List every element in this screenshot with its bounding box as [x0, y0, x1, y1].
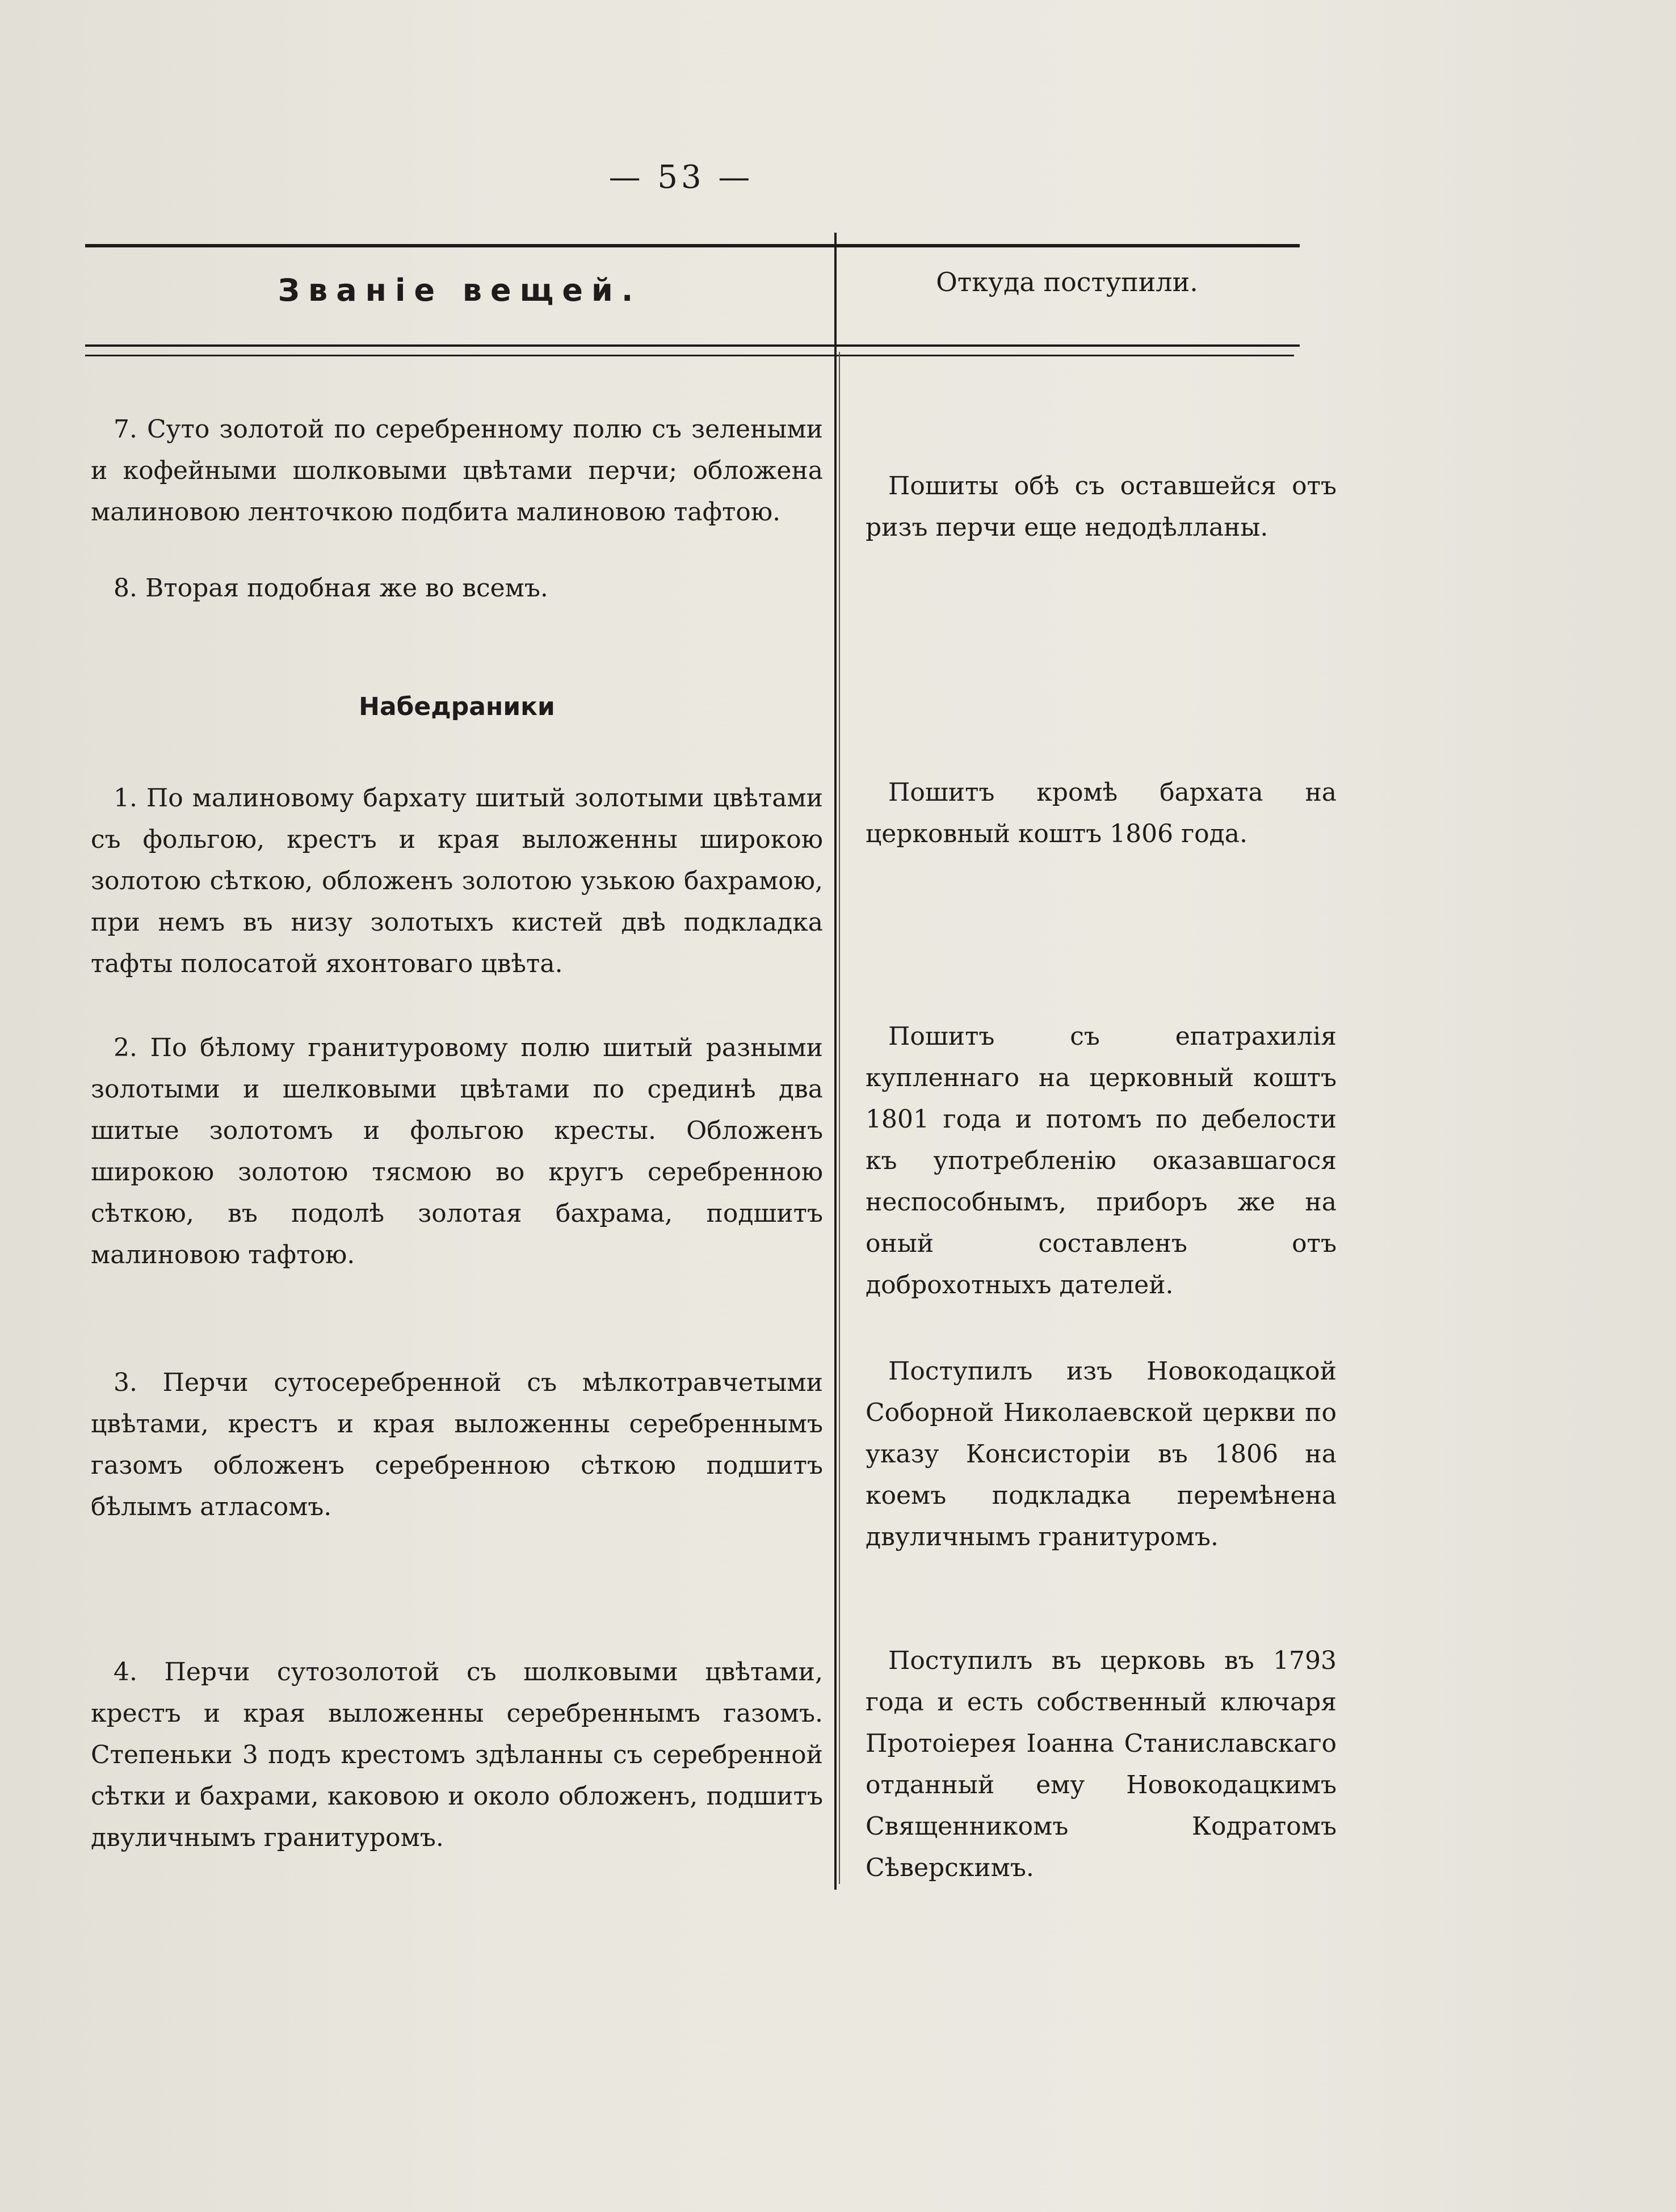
page-number: — 53 —	[608, 159, 754, 196]
column-divider	[834, 233, 837, 1890]
source-entry-7-8: Пошиты обѣ съ оставшейся отъ ризъ перчи еще недодѣлланы.	[866, 472, 1337, 542]
entry-8: 8. Вторая подобная же во всемъ.	[114, 574, 548, 603]
header-bottom-rule	[85, 344, 1300, 347]
header-bottom-rule-second	[85, 355, 1294, 356]
section-item-2: 2. По бѣлому гранитуровому полю шитый разными золотыми и шелковыми цвѣтами по срединѣ два шитые золотомъ и фольгою кресты. Обложенъ широкою золотою тясмою во кругъ серебренною сѣткою, въ подолѣ золотая бахрама, подшитъ малиновою тафтою.	[91, 1033, 823, 1269]
section-item-3: 3. Перчи сутосеребренной съ мѣлкотравчетыми цвѣтами, крестъ и края выложенны серебреннымъ газомъ обложенъ серебренною сѣткою подшитъ бѣлымъ атласомъ.	[91, 1368, 823, 1521]
section-heading: Набедраники	[359, 692, 555, 721]
column-divider-shadow	[839, 352, 840, 1884]
header-top-rule	[85, 244, 1300, 247]
entry-7: 7. Суто золотой по серебренному полю съ зелеными и кофейными шолковыми цвѣтами перчи; обложена малиновою ленточкою подбита малиновою тафтою.	[91, 415, 823, 527]
source-item-3: Поступилъ изъ Новокодацкой Соборной Николаевской церкви по указу Консисторіи въ 1806 на коемъ подкладка перемѣнена двуличнымъ гранитуромъ.	[866, 1357, 1337, 1551]
source-item-2: Пошитъ съ епатрахилія купленнаго на церковный коштъ 1801 года и потомъ по дебелости къ употребленію оказавшагося неспособнымъ, приборъ же на оный составленъ отъ доброхотныхъ дателей.	[866, 1022, 1337, 1300]
section-item-1: 1. По малиновому бархату шитый золотыми цвѣтами съ фольгою, крестъ и края выложенны широкою золотою сѣткою, обложенъ золотою узькою бахрамою, при немъ въ низу золотыхъ кистей двѣ подкладка тафты полосатой яхонтоваго цвѣта.	[91, 784, 823, 978]
source-column-header: Откуда поступили.	[936, 267, 1198, 297]
section-item-4: 4. Перчи сутозолотой съ шолковыми цвѣтами, крестъ и края выложенны серебреннымъ газомъ. Степеньки 3 подъ крестомъ здѣланны съ серебренной сѣтки и бахрами, каковою и около обложенъ, подшитъ двуличнымъ гранитуромъ.	[91, 1658, 823, 1852]
source-item-4: Поступилъ въ церковь въ 1793 года и есть собственный ключаря Протоіерея Іоанна Станиславскаго отданный ему Новокодацкимъ Священникомъ Кодратомъ Сѣверскимъ.	[866, 1646, 1337, 1882]
items-column-header: Званіе вещей.	[278, 272, 642, 308]
source-item-1: Пошитъ кромѣ бархата на церковный коштъ 1806 года.	[866, 778, 1337, 848]
